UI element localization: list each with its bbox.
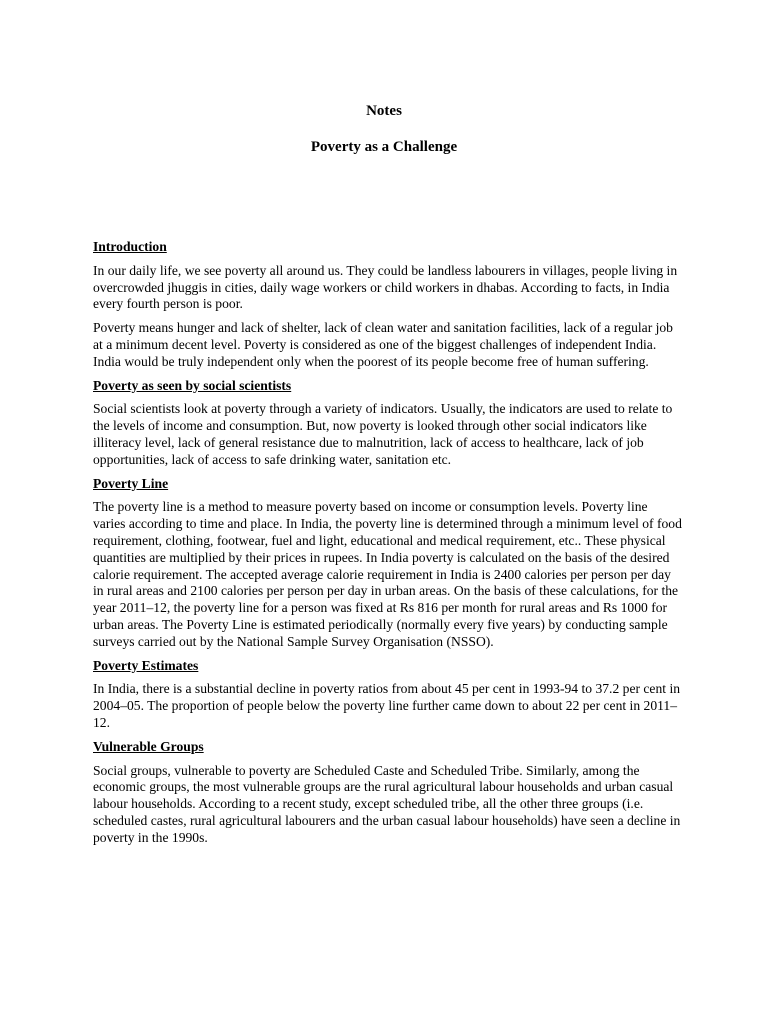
- section-heading: Poverty Estimates: [93, 657, 199, 673]
- section-heading: Introduction: [93, 239, 167, 254]
- document-body: [93, 239, 683, 854]
- section-heading: Vulnerable Groups: [93, 738, 204, 754]
- section-heading: Poverty Line: [93, 475, 169, 491]
- section-poverty-line: [93, 476, 683, 651]
- section-vulnerable-groups: [93, 739, 683, 847]
- section-poverty-estimates: [93, 658, 683, 732]
- document-subtitle: Poverty as a Challenge: [310, 139, 458, 155]
- paragraph: Social scientists look at poverty through a variety of indicators. Usually, the indicators are used to relate to the levels of income and consumption. But, now poverty is looked through other social indicators like illiteracy level, lack of general resistance due to malnutrition, lack of access to healthcare, lack of job opportunities, lack of access to safe drinking water, sanitation etc.: [93, 401, 673, 467]
- paragraph: Poverty means hunger and lack of shelter, lack of clean water and sanitation facilities, lack of a regular job at a minimum decent level. Poverty is considered as one of the biggest challenges of independent India. India would be truly independent only when the poorest of its people become free of human suffering.: [93, 320, 673, 369]
- paragraph: In India, there is a substantial decline in poverty ratios from about 45 per cent in 1993-94 to 37.2 per cent in 2004–05. The proportion of people below the poverty line further came down to about 22 per cent in 2011–12.: [93, 681, 681, 730]
- section-heading: Poverty as seen by social scientists: [93, 377, 292, 393]
- paragraph: In our daily life, we see poverty all around us. They could be landless labourers in villages, people living in overcrowded jhuggis in cities, daily wage workers or child workers in dhabas. According to facts, in India every fourth person is poor.: [93, 262, 678, 312]
- paragraph: Social groups, vulnerable to poverty are Scheduled Caste and Scheduled Tribe. Similarly, among the economic groups, the most vulnerable groups are the rural agricultural labour households and urban casual labour households. According to a recent study, except scheduled tribe, all the other three groups (i.e. scheduled castes, rural agricultural labourers and the urban casual labour households) have seen a decline in poverty in the 1990s.: [93, 762, 681, 845]
- paragraph: The poverty line is a method to measure poverty based on income or consumption levels. Poverty line varies according to time and place. In India, the poverty line is determined through a minimum level of food requirement, clothing, footwear, fuel and light, educational and medical requirement, etc.. These physical quantities are multiplied by their prices in rupees. In India poverty is calculated on the basis of the desired calorie requirement. The accepted average calorie requirement in India is 2400 calories per person per day in rural areas and 2100 calories per person per day in urban areas. On the basis of these calculations, for the year 2011–12, the poverty line for a person was fixed at Rs 816 per month for rural areas and Rs 1000 for urban areas. The Poverty Line is estimated periodically (normally every five years) by conducting sample surveys carried out by the National Sample Survey Organisation (NSSO).: [93, 499, 682, 649]
- section-introduction: [93, 239, 683, 371]
- section-social-scientists: [93, 378, 683, 469]
- document-title: Notes: [366, 103, 402, 119]
